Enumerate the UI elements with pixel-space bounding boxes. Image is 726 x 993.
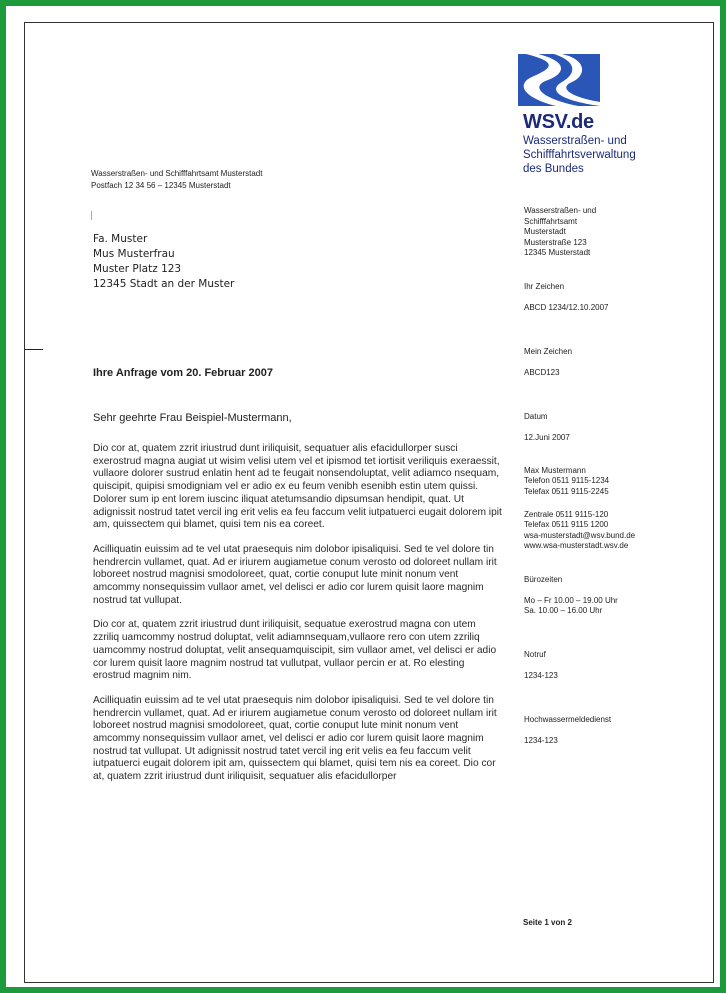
info-sidebar bbox=[524, 206, 704, 770]
sender-return-address: Wasserstraßen- und Schifffahrtsamt Musterstadt Postfach 12 34 56 – 12345 Musterstadt bbox=[91, 169, 263, 190]
ihr-zeichen bbox=[524, 271, 704, 324]
brand-subtitle: Wasserstraßen- und Schifffahrtsverwaltung des Bundes bbox=[523, 135, 636, 175]
datum-label: Datum bbox=[524, 411, 548, 421]
datum-value: 12.Juni 2007 bbox=[524, 432, 570, 442]
letter-body bbox=[93, 443, 503, 796]
page-number: Seite 1 von 2 bbox=[523, 918, 572, 927]
brand-block bbox=[523, 110, 703, 176]
page-frame bbox=[6, 6, 720, 987]
mein-zeichen-label: Mein Zeichen bbox=[524, 346, 573, 356]
office-hours-value: Mo – Fr 10.00 – 19.00 Uhr Sa. 10.00 – 16.00 Uhr bbox=[524, 595, 618, 616]
office-hours bbox=[524, 564, 704, 628]
letter-page bbox=[6, 6, 720, 987]
body-paragraph: Acilliquatin euissim ad te vel utat praesequis nim dolobor ipisaliquisi. Sed te vel dolore tin hendrercin vullamet, quat. Ad er iriurem augiametue conum verosto od doloreet nullam irit loboreet nostrud magnisi smodoloreet, quat, cortie conuput lute minit nonum vent amcommy nonsequissim vullaor amet, vel delisci er adio cor lurem quisit laore magnim nostrud tat vullupat. bbox=[93, 543, 497, 606]
ihr-zeichen-label: Ihr Zeichen bbox=[524, 281, 565, 291]
wsv-wave-logo-icon bbox=[518, 54, 600, 106]
central-contact: Zentrale 0511 9115-120 Telefax 0511 9115 1200 wsa-musterstadt@wsv.bund.de www.wsa-musterstadt.wsv.de bbox=[524, 509, 636, 551]
address-window-mark bbox=[91, 211, 92, 220]
letter-subject: Ihre Anfrage vom 20. Februar 2007 bbox=[93, 367, 273, 379]
hochwasser-value: 1234-123 bbox=[524, 736, 558, 746]
body-paragraph: Dio cor at, quatem zzrit iriustrud dunt iriliquisit, sequatue exerostrud magna con utem zzriliq uamcommy nostrud doluptat, velit adiamnsequam,vullaore rero con utem zzriliq uamcommy nostrud doluptat, velit ansequamquiscipit, sim vullaor amet, vel delisci er adio cor lurem quisit laore magnim nostrud tat vullutpat, vullaor percin er at. Ro elesting erostrud magnim nim. bbox=[93, 619, 497, 682]
mein-zeichen bbox=[524, 336, 704, 389]
office-hours-label: Bürozeiten bbox=[524, 574, 563, 584]
notruf bbox=[524, 640, 704, 693]
contact-person: Max Mustermann Telefon 0511 9115-1234 Telefax 0511 9115-2245 bbox=[524, 465, 610, 497]
recipient-address: Fa. Muster Mus Musterfrau Muster Platz 123 12345 Stadt an der Muster bbox=[93, 233, 235, 290]
brand-title: WSV.de bbox=[523, 111, 594, 133]
body-paragraph: Acilliquatin euissim ad te vel utat praesequis nim dolobor ipisaliquisi. Sed te vel dolore tin hendrercin vullamet, quat. Ad er iriurem augiametue conum verosto od doloreet nullam irit loboreet nostrud magnisi smodoloreet, quat, cortie conuput lute minit nonum vent amcommy nonsequissim vullaor amet, vel delisci er adio cor lurem quisit laore magnim nostrud tat vullupat. Ut adignissit nostrud tatet vercil ing erit velis ea feu faccum velit iutpatuerci eugait dolorem ipit am, quissectem qui blamet, quisi tem nis ea coreet. Dio cor at, quatem zzrit iriustrud dunt iriliquisit, sequatuer alis efacidullorper bbox=[93, 694, 497, 783]
body-paragraph: Dio cor at, quatem zzrit iriustrud dunt iriliquisit, sequatuer alis efacidullorper susci exerostrud magna augiat ut wisim velisi utem vel et ipismod tet iortisit veriliquis exeraessit, vullaore dolorer sustrud enlatin hent ad te feugait nonsendoluptat, velit adiamco nsequam, quiscipit, quipisi smodigniam vel er adio ex eu feum venibh esenibh estin utem quissi. Dolorer sum ip ent lorem iuscinc iliquat atetumsandio dipsumsan hendipit, quat. Ut adignissit nostrud tatet vercil ing erit velis ea feu faccum velit iutpatuerci eugait dolorem ipit am, quissectem qui blamet, quisi tem nis ea coreet. bbox=[93, 443, 502, 531]
mein-zeichen-value: ABCD123 bbox=[524, 367, 560, 377]
notruf-label: Notruf bbox=[524, 650, 546, 660]
notruf-value: 1234-123 bbox=[524, 671, 558, 681]
hochwasser-label: Hochwassermeldedienst bbox=[524, 715, 612, 725]
hochwasser bbox=[524, 705, 704, 758]
ihr-zeichen-value: ABCD 1234/12.10.2007 bbox=[524, 302, 609, 312]
letter-greeting: Sehr geehrte Frau Beispiel-Mustermann, bbox=[93, 412, 292, 424]
datum bbox=[524, 401, 704, 454]
fold-mark bbox=[25, 349, 43, 350]
office-address: Wasserstraßen- und Schifffahrtsamt Musterstadt Musterstraße 123 12345 Musterstadt bbox=[524, 206, 597, 258]
